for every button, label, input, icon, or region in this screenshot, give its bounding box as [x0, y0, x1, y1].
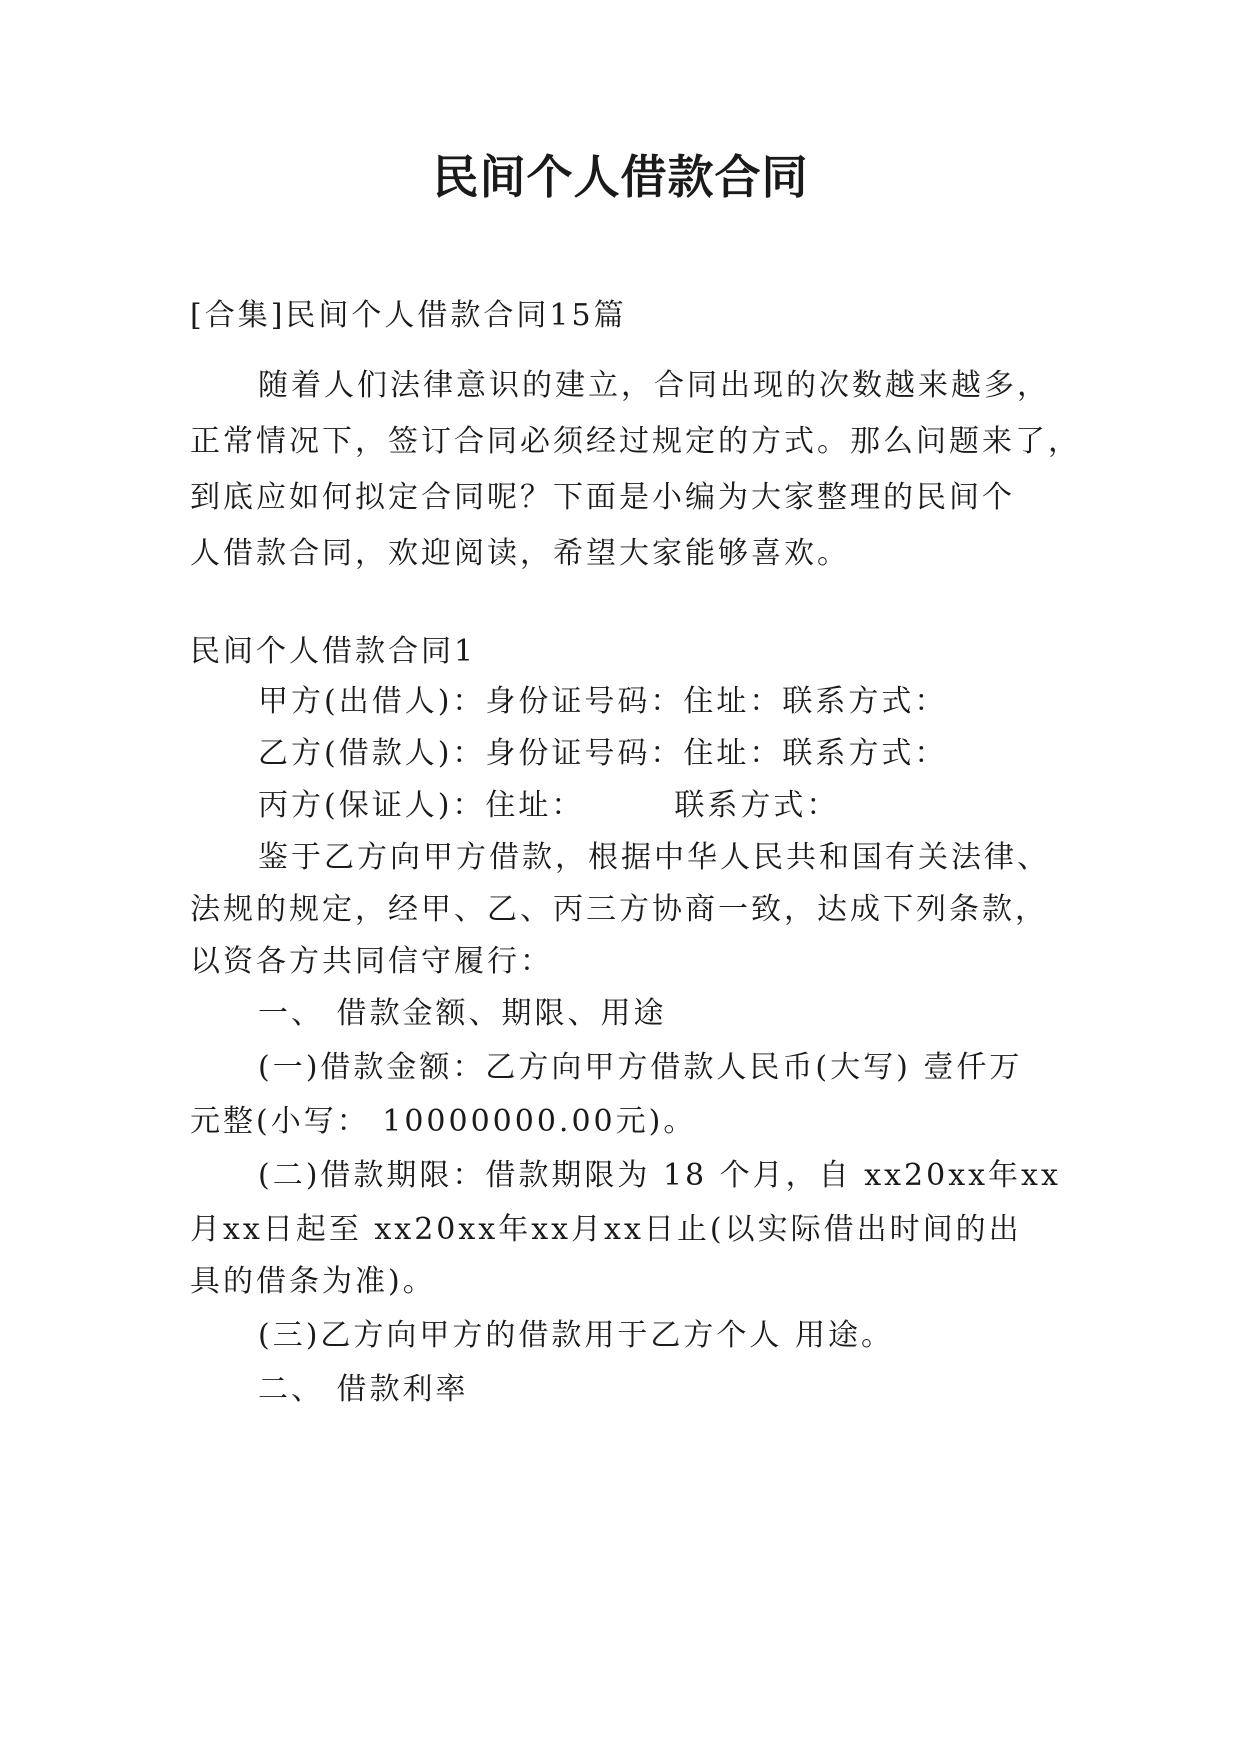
party-c-contact-label: 联系方式： — [674, 788, 840, 823]
article-1-heading: 一、 借款金额、期限、用途 — [258, 996, 667, 1031]
preamble-line-3: 以资各方共同信守履行： — [190, 944, 553, 979]
party-c-line — [258, 788, 839, 824]
item-2-line-1: (二)借款期限：借款期限为 18 个月，自 xx20xx年xx — [258, 1158, 1061, 1193]
preamble-line-2: 法规的规定，经甲、乙、丙三方协商一致，达成下列条款， — [190, 892, 1048, 927]
item-2-line-3: 具的借条为准)。 — [190, 1264, 436, 1299]
item-1-line-1: (一)借款金额：乙方向甲方借款人民币(大写) 壹仟万 — [258, 1050, 1023, 1085]
party-a-line: 甲方(出借人)：身份证号码：住址：联系方式： — [258, 684, 948, 719]
item-1-line-2: 元整(小写： 10000000.00元)。 — [190, 1104, 697, 1139]
party-c-address-label: 丙方(保证人)：住址： — [258, 788, 585, 823]
intro-line-4: 人借款合同，欢迎阅读，希望大家能够喜欢。 — [190, 536, 850, 571]
section-title: 民间个人借款合同1 — [190, 634, 477, 669]
intro-line-3: 到底应如何拟定合同呢？下面是小编为大家整理的民间个 — [190, 480, 1015, 515]
article-2-heading: 二、 借款利率 — [258, 1372, 469, 1407]
party-b-line: 乙方(借款人)：身份证号码：住址：联系方式： — [258, 736, 948, 771]
intro-line-2: 正常情况下，签订合同必须经过规定的方式。那么问题来了， — [190, 424, 1081, 459]
intro-line-1: 随着人们法律意识的建立，合同出现的次数越来越多， — [258, 368, 1050, 403]
preamble-line-1: 鉴于乙方向甲方借款，根据中华人民共和国有关法律、 — [258, 840, 1050, 875]
item-3-line: (三)乙方向甲方的借款用于乙方个人 用途。 — [258, 1318, 894, 1353]
document-title: 民间个人借款合同 — [432, 150, 809, 204]
item-2-line-2: 月xx日起至 xx20xx年xx月xx日止(以实际借出时间的出 — [190, 1212, 1022, 1247]
document-subtitle: [合集]民间个人借款合同15篇 — [190, 298, 627, 333]
